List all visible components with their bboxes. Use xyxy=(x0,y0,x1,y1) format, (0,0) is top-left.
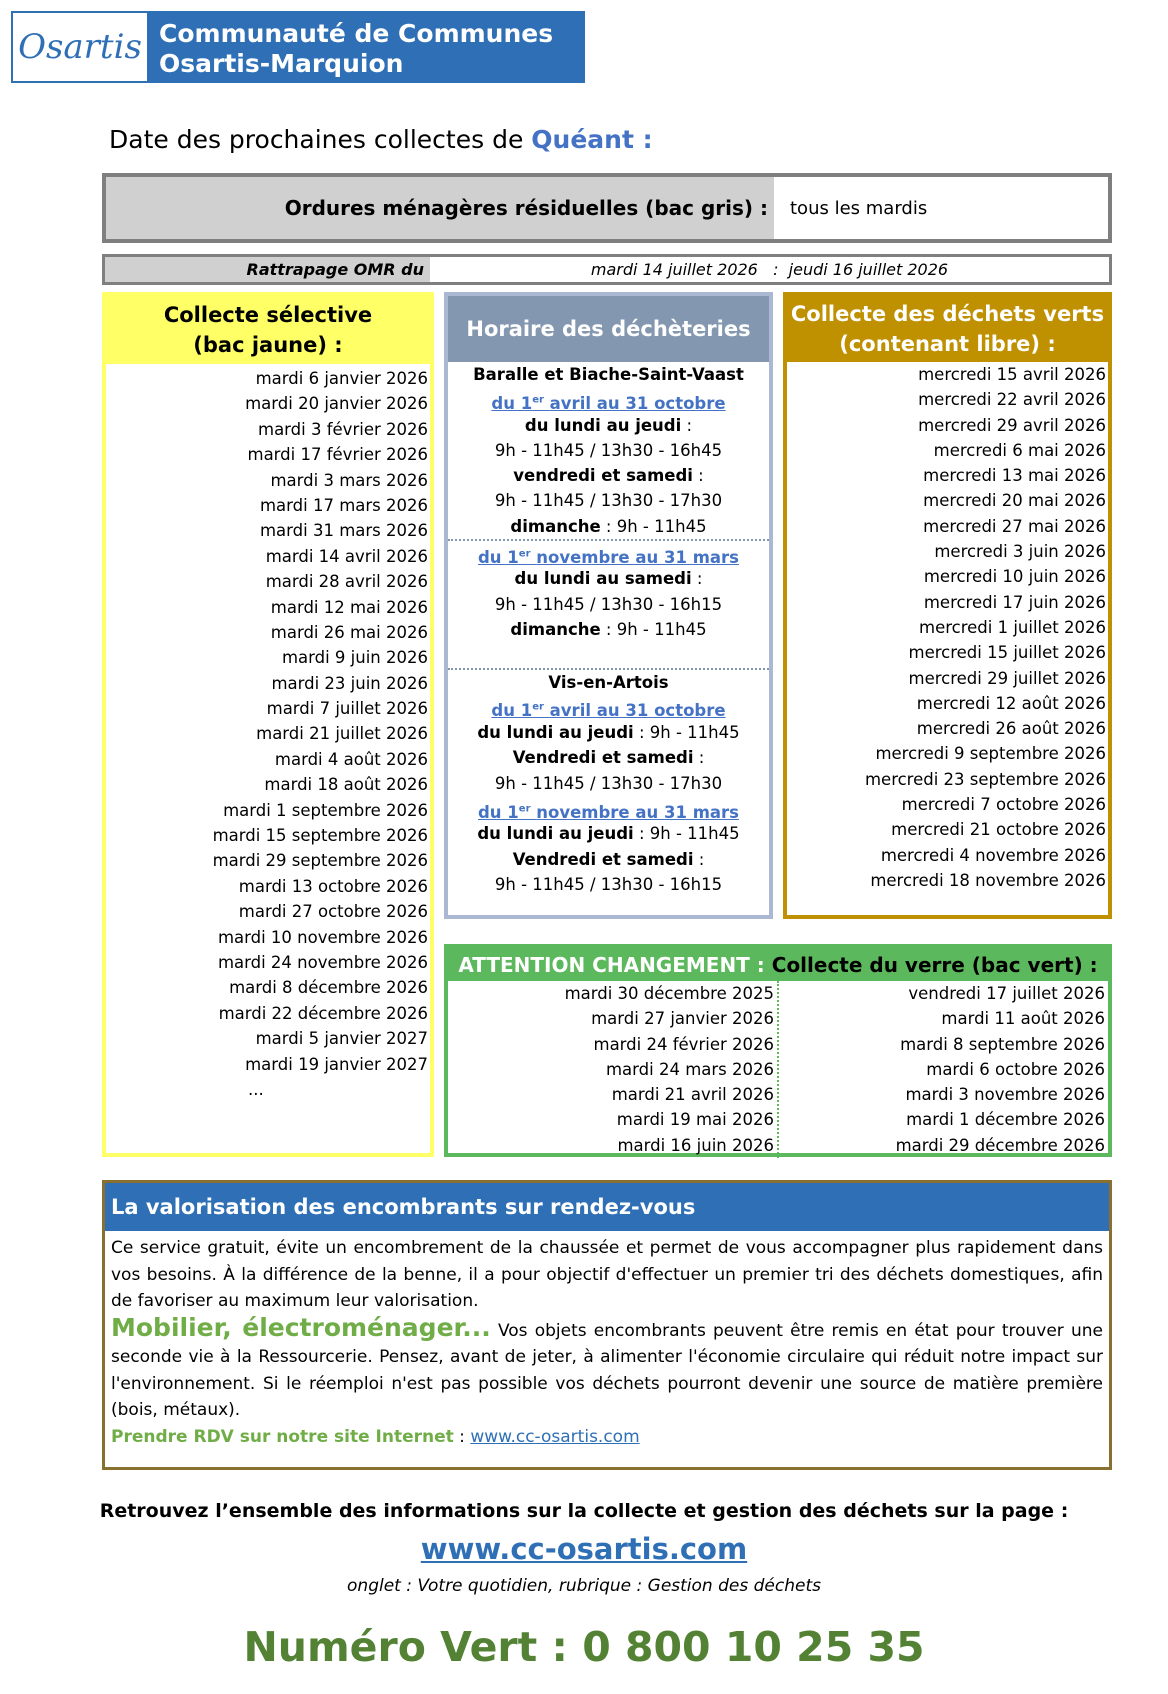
selective-date: mardi 31 mars 2026 xyxy=(259,521,428,541)
selective-date: mardi 8 décembre 2026 xyxy=(229,978,428,998)
verts-header: Collecte des déchets verts (contenant libre) : xyxy=(787,296,1108,362)
verts-date: mercredi 3 juin 2026 xyxy=(934,542,1106,562)
schedule-line: dimanche : 9h - 11h45 xyxy=(510,619,707,639)
verre-date: mardi 27 janvier 2026 xyxy=(591,1009,774,1029)
verre-date: mardi 6 octobre 2026 xyxy=(926,1059,1105,1079)
verts-date: mercredi 13 mai 2026 xyxy=(923,466,1106,486)
verre-list-left xyxy=(448,981,779,1158)
selective-date: mardi 19 janvier 2027 xyxy=(245,1054,428,1074)
schedule-hours: 9h - 11h45 / 13h30 - 16h15 xyxy=(494,874,723,894)
encombrants-p2: Mobilier, électroménager... Vos objets encombrants peuvent être remis en état pour trouver une seconde vie à la Ressourcerie. Pensez, avant de jeter, à alimenter l'économie circulaire qui réduit notre impact sur l'environnement. Si le réemploi n'est pas possible vos déchets pourront devenir une source de matière première (bois, métaux). xyxy=(111,1312,1103,1420)
selective-date: mardi 26 mai 2026 xyxy=(270,622,428,642)
verre-date: mardi 30 décembre 2025 xyxy=(564,984,774,1003)
verre-date: vendredi 17 juillet 2026 xyxy=(908,984,1105,1003)
footer-url-link[interactable]: www.cc-osartis.com xyxy=(420,1532,748,1566)
omr-value: tous les mardis xyxy=(790,197,928,219)
logo-title: Communauté de Communes Osartis-Marquion xyxy=(159,19,554,78)
site-name: Vis-en-Artois xyxy=(548,672,669,692)
selective-date: mardi 17 février 2026 xyxy=(247,445,428,465)
omr-box xyxy=(102,173,1112,243)
selective-list xyxy=(108,366,428,1102)
verts-date: mercredi 20 mai 2026 xyxy=(923,491,1106,511)
verts-date: mercredi 17 juin 2026 xyxy=(923,592,1106,612)
selective-date: mardi 3 février 2026 xyxy=(258,419,428,439)
verre-date: mardi 19 mai 2026 xyxy=(616,1110,774,1130)
selective-date: mardi 18 août 2026 xyxy=(264,775,428,795)
verts-date: mercredi 21 octobre 2026 xyxy=(891,820,1106,840)
selective-date: mardi 29 septembre 2026 xyxy=(212,851,428,871)
selective-header: Collecte sélective (bac jaune) : xyxy=(106,296,430,364)
schedule-hours: 9h - 11h45 / 13h30 - 16h45 xyxy=(494,440,723,460)
footer-phone: Numéro Vert : 0 800 10 25 35 xyxy=(243,1623,925,1671)
decheteries-list xyxy=(448,362,769,897)
verts-date: mercredi 10 juin 2026 xyxy=(923,567,1106,587)
selective-date: mardi 17 mars 2026 xyxy=(259,495,428,515)
schedule-line: du lundi au jeudi : xyxy=(524,415,693,435)
site-name: Baralle et Biache-Saint-Vaast xyxy=(473,365,744,384)
selective-date: mardi 22 décembre 2026 xyxy=(218,1003,428,1023)
schedule-line: du lundi au jeudi : 9h - 11h45 xyxy=(477,824,740,844)
verts-date: mercredi 29 avril 2026 xyxy=(918,415,1106,435)
rattrapage-label: Rattrapage OMR du xyxy=(105,257,430,282)
verre-date: mardi 24 février 2026 xyxy=(593,1034,774,1054)
verts-date: mercredi 29 juillet 2026 xyxy=(908,668,1106,688)
verre-date: mardi 11 août 2026 xyxy=(941,1009,1105,1029)
rattrapage-value: mardi 14 juillet 2026 : jeudi 16 juillet 2026 xyxy=(590,260,949,279)
logo xyxy=(11,11,585,83)
verts-date: mercredi 26 août 2026 xyxy=(916,719,1106,739)
verts-date: mercredi 27 mai 2026 xyxy=(923,516,1106,536)
verre-date: mardi 29 décembre 2026 xyxy=(895,1135,1105,1155)
encombrants-title: La valorisation des encombrants sur rendez-vous xyxy=(105,1183,1109,1231)
encombrants-p1: Ce service gratuit, évite un encombrement de la chaussée et permet de vous accompagner plus rapidement dans vos besoins. À la différence de la benne, il a pour objectif d'effectuer un premier tri des déchets domestiques, afin de favoriser au maximum leur valorisation. xyxy=(111,1238,1103,1311)
schedule-line: Vendredi et samedi : xyxy=(512,849,705,869)
decheteries-column xyxy=(444,292,773,919)
verts-date: mercredi 22 avril 2026 xyxy=(918,390,1106,410)
period-link[interactable]: du 1er avril au 31 octobre xyxy=(491,701,726,721)
verts-date: mercredi 4 novembre 2026 xyxy=(880,845,1106,865)
selective-date: mardi 15 septembre 2026 xyxy=(212,826,428,846)
verts-date: mercredi 12 août 2026 xyxy=(916,693,1106,713)
period-link[interactable]: du 1er avril au 31 octobre xyxy=(491,393,726,413)
footer-onglet: onglet : Votre quotidien, rubrique : Gestion des déchets xyxy=(347,1576,821,1596)
schedule-line: du lundi au jeudi : 9h - 11h45 xyxy=(477,723,740,743)
period-link[interactable]: du 1er novembre au 31 mars xyxy=(478,802,739,822)
encombrants-rdv: Prendre RDV sur notre site Internet : www.cc-osartis.com xyxy=(111,1426,640,1447)
verts-date: mercredi 1 juillet 2026 xyxy=(919,617,1106,637)
encombrants-box xyxy=(102,1180,1112,1470)
spacer xyxy=(448,642,769,669)
encombrants-link[interactable]: www.cc-osartis.com xyxy=(470,1426,640,1447)
verre-date: mardi 21 avril 2026 xyxy=(611,1085,774,1105)
schedule-line: vendredi et samedi : xyxy=(513,466,704,486)
verts-date: mercredi 23 septembre 2026 xyxy=(864,769,1106,789)
omr-label: Ordures ménagères résiduelles (bac gris) : xyxy=(106,177,774,239)
selective-date: mardi 7 juillet 2026 xyxy=(266,699,428,719)
footer-info: Retrouvez l’ensemble des informations sur la collecte et gestion des déchets sur la page : xyxy=(99,1500,1069,1522)
selective-date: mardi 3 mars 2026 xyxy=(270,470,428,490)
selective-date: mardi 9 juin 2026 xyxy=(281,648,428,668)
schedule-hours: 9h - 11h45 / 13h30 - 17h30 xyxy=(494,491,723,511)
selective-date: mardi 28 avril 2026 xyxy=(265,572,428,592)
selective-date: mardi 1 septembre 2026 xyxy=(223,800,428,820)
verre-box xyxy=(444,944,1112,1157)
selective-date: mardi 13 octobre 2026 xyxy=(238,876,428,896)
selective-date: mardi 12 mai 2026 xyxy=(270,597,428,617)
selective-column xyxy=(102,292,434,1157)
verts-column xyxy=(783,292,1112,919)
selective-date: mardi 4 août 2026 xyxy=(274,749,428,769)
verre-date: mardi 16 juin 2026 xyxy=(617,1135,774,1155)
schedule-hours: 9h - 11h45 / 13h30 - 16h15 xyxy=(494,594,723,614)
selective-ellipsis: ... xyxy=(248,1079,264,1099)
selective-date: mardi 21 juillet 2026 xyxy=(256,724,428,744)
selective-date: mardi 20 janvier 2026 xyxy=(245,394,428,414)
page-title: Date des prochaines collectes de Quéant : xyxy=(109,125,653,154)
selective-date: mardi 10 novembre 2026 xyxy=(217,927,428,947)
selective-date: mardi 5 janvier 2027 xyxy=(255,1029,428,1049)
verts-date: mercredi 7 octobre 2026 xyxy=(901,795,1106,815)
schedule-line: dimanche : 9h - 11h45 xyxy=(448,514,769,541)
selective-date: mardi 27 octobre 2026 xyxy=(238,902,428,922)
verre-header: ATTENTION CHANGEMENT : Collecte du verre (bac vert) : xyxy=(448,948,1108,981)
verre-date: mardi 24 mars 2026 xyxy=(605,1059,774,1079)
verts-date: mercredi 15 avril 2026 xyxy=(918,365,1106,384)
selective-date: mardi 14 avril 2026 xyxy=(265,546,428,566)
logo-mark: Osartis xyxy=(13,13,147,81)
verts-list xyxy=(787,362,1108,893)
schedule-line: Vendredi et samedi : xyxy=(512,748,705,768)
verts-date: mercredi 9 septembre 2026 xyxy=(875,744,1106,764)
selective-date: mardi 24 novembre 2026 xyxy=(217,952,428,972)
verts-date: mercredi 15 juillet 2026 xyxy=(908,643,1106,663)
verre-date: mardi 1 décembre 2026 xyxy=(906,1110,1105,1130)
schedule-hours: 9h - 11h45 / 13h30 - 17h30 xyxy=(494,773,723,793)
decheteries-header: Horaire des déchèteries xyxy=(448,296,769,362)
verre-list-right xyxy=(779,981,1108,1158)
rattrapage-box xyxy=(102,254,1112,285)
selective-date: mardi 23 juin 2026 xyxy=(271,673,428,693)
verre-date: mardi 3 novembre 2026 xyxy=(905,1085,1105,1105)
verre-date: mardi 8 septembre 2026 xyxy=(900,1034,1105,1054)
schedule-line: du lundi au samedi : xyxy=(514,569,703,589)
selective-date: mardi 6 janvier 2026 xyxy=(255,369,428,388)
period-link[interactable]: du 1er novembre au 31 mars xyxy=(478,547,739,567)
verts-date: mercredi 6 mai 2026 xyxy=(933,440,1106,460)
verts-date: mercredi 18 novembre 2026 xyxy=(870,870,1106,890)
